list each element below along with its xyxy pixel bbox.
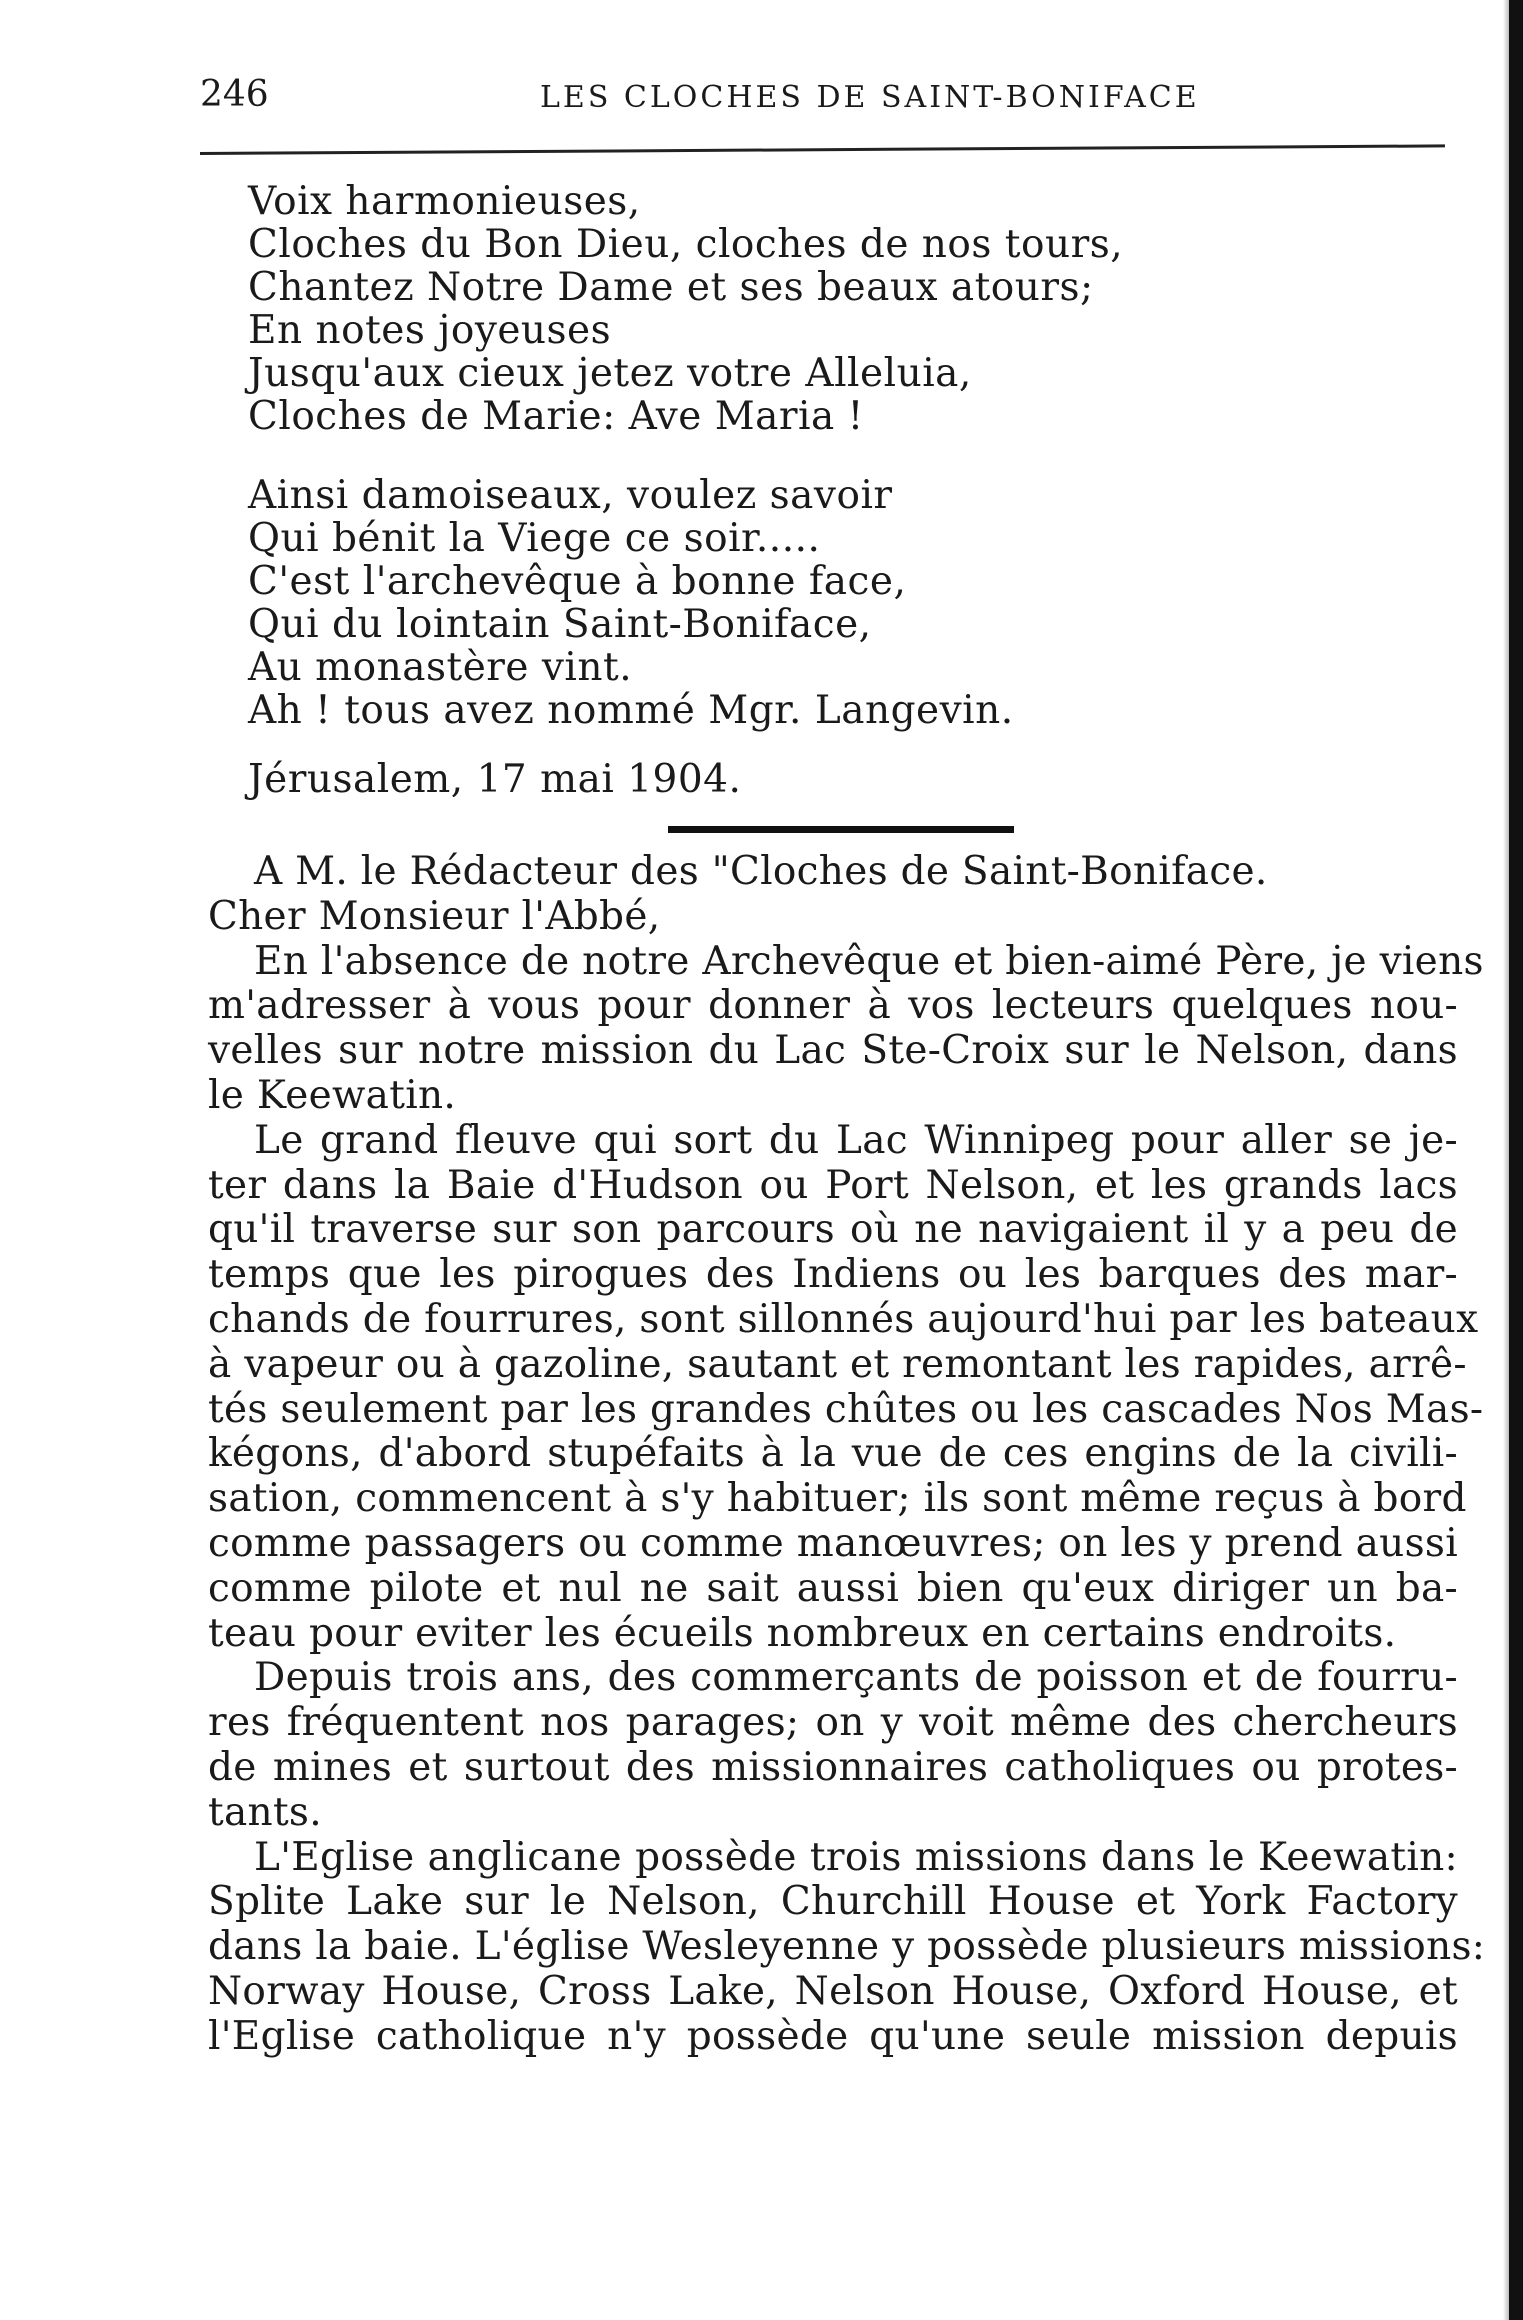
paragraph-line: Le grand fleuve qui sort du Lac Winnipeg pour aller se je- <box>254 1117 1458 1163</box>
verse-line: Au monastère vint. <box>248 645 633 690</box>
poem-stanza-2 <box>248 474 1014 732</box>
paragraph-line: le Keewatin. <box>208 1072 457 1118</box>
paragraph-line: de mines et surtout des missionnaires catholiques ou protes- <box>208 1744 1458 1790</box>
verse-line: Ainsi damoiseaux, voulez savoir <box>248 473 893 518</box>
paragraph-line: Norway House, Cross Lake, Nelson House, Oxford House, et <box>208 1968 1458 2014</box>
paragraph-line: sation, commencent à s'y habituer; ils sont même reçus à bord <box>208 1476 1467 1522</box>
paragraph-line: ter dans la Baie d'Hudson ou Port Nelson, et les grands lacs <box>208 1162 1458 1208</box>
paragraph-line: kégons, d'abord stupéfaits à la vue de ces engins de la civili- <box>208 1431 1458 1477</box>
running-title: LES CLOCHES DE SAINT-BONIFACE <box>540 80 1200 115</box>
verse-line: Cloches du Bon Dieu, cloches de nos tours, <box>248 222 1124 267</box>
paragraph-line: chands de fourrures, sont sillonnés aujourd'hui par les bateaux <box>208 1296 1479 1342</box>
verse-line: Jusqu'aux cieux jetez votre Alleluia, <box>248 351 972 396</box>
paragraph-line: tants. <box>208 1789 322 1835</box>
paragraph-line: L'Eglise anglicane possède trois missions dans le Keewatin: <box>254 1834 1458 1880</box>
paragraph-line: comme passagers ou comme manœuvres; on les y prend aussi <box>208 1520 1458 1566</box>
paragraph-line: comme pilote et nul ne sait aussi bien qu'eux diriger un ba- <box>208 1565 1458 1611</box>
poem-dateline: Jérusalem, 17 mai 1904. <box>248 757 742 802</box>
paragraph-line: velles sur notre mission du Lac Ste-Croix sur le Nelson, dans <box>208 1028 1458 1074</box>
paragraph-line: res fréquentent nos parages; on y voit même des chercheurs <box>208 1700 1458 1746</box>
verse-line: Qui bénit la Viege ce soir..... <box>248 516 821 561</box>
verse-line: C'est l'archevêque à bonne face, <box>248 559 907 604</box>
binding-edge <box>1509 0 1523 2320</box>
paragraph-line: temps que les pirogues des Indiens ou les barques des mar- <box>208 1252 1458 1298</box>
page-number: 246 <box>200 74 269 115</box>
verse-line: Ah ! tous avez nommé Mgr. Langevin. <box>248 688 1014 733</box>
paragraph-line: dans la baie. L'église Wesleyenne y possède plusieurs missions: <box>208 1924 1486 1970</box>
verse-line: En notes joyeuses <box>248 308 612 353</box>
verse-line: Qui du lointain Saint-Boniface, <box>248 602 872 647</box>
letter-address: A M. le Rédacteur des "Cloches de Saint-Boniface. <box>254 849 1268 894</box>
verse-line: Voix harmonieuses, <box>248 179 641 224</box>
page-header <box>200 74 1450 124</box>
header-rule <box>200 144 1445 155</box>
verse-line: Cloches de Marie: Ave Maria ! <box>248 394 864 439</box>
letter-salutation: Cher Monsieur l'Abbé, <box>208 893 661 939</box>
paragraph-line: à vapeur ou à gazoline, sautant et remontant les rapides, arrê- <box>208 1341 1467 1387</box>
paragraph-line: En l'absence de notre Archevêque et bien-aimé Père, je viens <box>254 938 1484 984</box>
poem-stanza-1 <box>248 180 1123 438</box>
paragraph-line: qu'il traverse sur son parcours où ne navigaient il y a peu de <box>208 1207 1458 1253</box>
verse-line: Chantez Notre Dame et ses beaux atours; <box>248 265 1094 310</box>
paragraph-line: m'adresser à vous pour donner à vos lecteurs quelques nou- <box>208 983 1458 1029</box>
letter-body <box>208 849 1486 2060</box>
paragraph-line: l'Eglise catholique n'y possède qu'une seule mission depuis <box>208 2013 1458 2059</box>
paragraph-line: Depuis trois ans, des commerçants de poisson et de fourru- <box>254 1655 1458 1701</box>
paragraph-line: teau pour eviter les écueils nombreux en certains endroits. <box>208 1610 1397 1656</box>
paragraph-line: Splite Lake sur le Nelson, Churchill House et York Factory <box>208 1879 1458 1925</box>
section-divider <box>668 826 1014 833</box>
paragraph-line: tés seulement par les grandes chûtes ou les cascades Nos Mas- <box>208 1386 1484 1432</box>
